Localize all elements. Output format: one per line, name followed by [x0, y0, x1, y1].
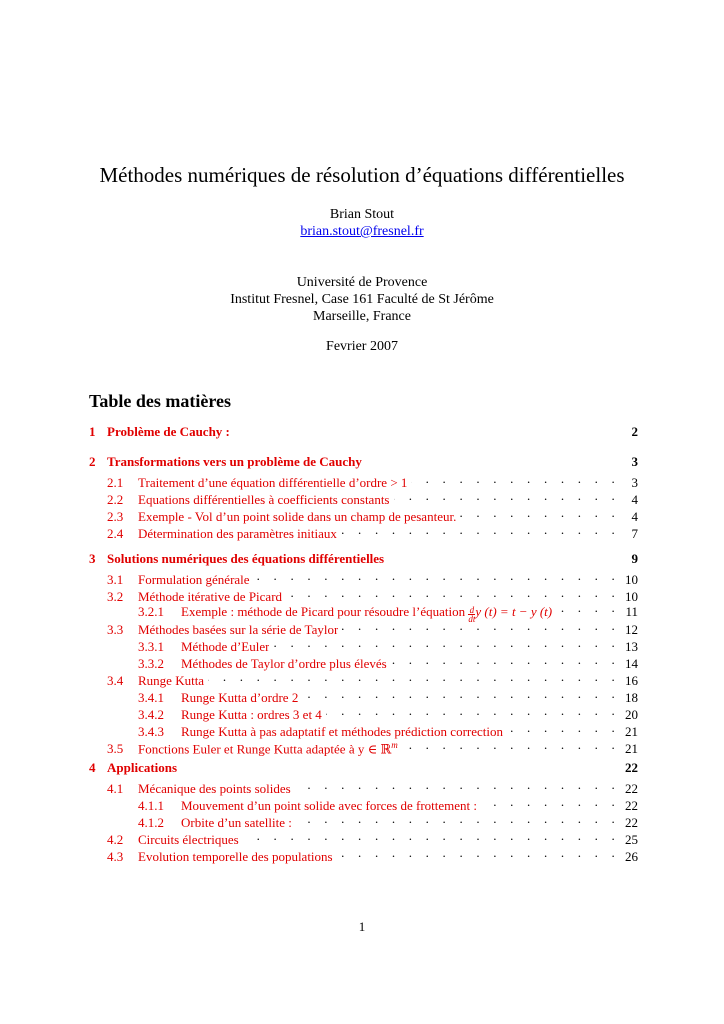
toc-entry-page: 13 — [625, 639, 638, 654]
toc-leader-dots — [481, 793, 620, 810]
toc-entry-3-4-2[interactable] — [89, 702, 638, 722]
toc-entry-number: 3.2 — [107, 589, 124, 604]
toc-entry-title[interactable]: Applications — [107, 760, 178, 775]
toc-entry-number: 3.2.1 — [138, 604, 164, 619]
toc-entry-3-3-2[interactable] — [89, 651, 638, 671]
toc-entry-page: 20 — [625, 707, 638, 722]
toc-entry-1[interactable] — [89, 423, 638, 440]
toc-leader-dots — [208, 668, 620, 685]
toc-entry-3-4-3[interactable] — [89, 719, 638, 739]
toc-entry-3-2-1[interactable] — [89, 599, 638, 623]
page-number: 1 — [358, 919, 366, 934]
toc-entry-page: 10 — [625, 572, 638, 587]
toc-entry-title[interactable]: Mécanique des points solides — [138, 781, 291, 796]
toc-entry-4-1[interactable] — [89, 776, 638, 796]
toc-entry-3-3[interactable] — [89, 617, 638, 637]
toc-leader-dots — [296, 810, 620, 827]
toc-leader-dots — [295, 776, 620, 793]
toc-entry-3-4[interactable] — [89, 668, 638, 688]
toc-entry-title[interactable]: Exemple - Vol d’un point solide dans un champ de pesanteur. — [138, 509, 457, 524]
toc-entry-title[interactable]: Orbite d’un satellite : — [181, 815, 292, 830]
toc-entry-number: 3.1 — [107, 572, 124, 587]
toc-entry-number: 4 — [89, 760, 96, 775]
toc-entry-page: 12 — [625, 622, 638, 637]
toc-entry-page: 7 — [631, 526, 638, 541]
toc-entry-number: 2.1 — [107, 475, 124, 490]
toc-entry-page: 18 — [625, 690, 638, 705]
toc-entry-3-4-1[interactable] — [89, 685, 638, 705]
toc-entry-number: 3.3.2 — [138, 656, 164, 671]
toc-entry-title[interactable]: Mouvement d’un point solide avec forces de frottement : — [181, 798, 478, 813]
toc-entry-title[interactable]: Runge Kutta : ordres 3 et 4 — [181, 707, 322, 722]
derivative-fraction: $\frac{d}{dt}$ — [468, 605, 476, 623]
toc-entry-page: 26 — [625, 849, 638, 864]
toc-heading: Table des matières — [89, 391, 231, 411]
toc-entry-number: 2 — [89, 454, 96, 469]
toc-leader-dots — [394, 487, 621, 504]
toc-entry-page: 21 — [625, 741, 638, 756]
toc-entry-title[interactable]: Runge Kutta — [138, 673, 205, 688]
toc-entry-number: 3.4.1 — [138, 690, 164, 705]
toc-entry-number: 2.3 — [107, 509, 124, 524]
toc-entry-page: 3 — [631, 475, 638, 490]
document-title: Méthodes numériques de résolution d’équations différentielles — [99, 163, 625, 187]
toc-entry-title[interactable]: Méthode itérative de Picard — [138, 589, 283, 604]
toc-entry-number: 4.1.1 — [138, 798, 164, 813]
toc-entry-3-3-1[interactable] — [89, 634, 638, 654]
toc-entry-title[interactable]: Transformations vers un problème de Cauchy — [107, 454, 362, 469]
toc-entry-title[interactable]: Problème de Cauchy : — [107, 424, 230, 439]
toc-entry-title[interactable]: Fonctions Euler et Runge Kutta adaptée à y ∈ ℝ$^m$ — [138, 739, 398, 756]
toc-entry-title[interactable]: Méthodes basées sur la série de Taylor — [138, 622, 339, 637]
toc-leader-dots — [507, 719, 620, 736]
toc-leader-dots — [326, 702, 620, 719]
toc-entry-number: 1 — [89, 424, 96, 439]
toc-entry-number: 3.4 — [107, 673, 124, 688]
toc-leader-dots — [411, 470, 620, 487]
toc-entry-page: 22 — [625, 798, 638, 813]
toc-entry-number: 4.2 — [107, 832, 124, 847]
toc-entry-number: 3 — [89, 551, 96, 566]
affiliation-line-2: Institut Fresnel, Case 161 Faculté de St Jérôme — [230, 292, 494, 307]
toc-entry-2-3[interactable] — [89, 504, 638, 524]
toc-entry-title[interactable]: Méthodes de Taylor d’ordre plus élevés — [181, 656, 387, 671]
author-name: Brian Stout — [329, 207, 395, 222]
toc-entry-title[interactable]: Circuits électriques — [138, 832, 239, 847]
toc-leader-dots — [273, 634, 620, 651]
toc-entry-page: 2 — [631, 424, 638, 439]
toc-leader-dots — [337, 844, 620, 861]
toc-leader-dots — [243, 827, 620, 844]
toc-entry-page: 22 — [625, 815, 638, 830]
toc-entry-4-1-2[interactable] — [89, 810, 638, 830]
toc-entry-page: 14 — [625, 656, 638, 671]
toc-leader-dots — [460, 504, 620, 521]
toc-entry-page: 10 — [625, 589, 638, 604]
toc-leader-dots — [341, 521, 620, 538]
toc-entry-title[interactable]: Formulation générale — [138, 572, 250, 587]
toc-leader-dots — [342, 617, 620, 634]
toc-entry-4-1-1[interactable] — [89, 793, 638, 813]
toc-entry-page: 11 — [625, 604, 638, 619]
affiliation-line-1: Université de Provence — [296, 275, 428, 290]
toc-entry-number: 2.2 — [107, 492, 124, 507]
toc-leader-dots — [254, 567, 620, 584]
toc-leader-dots — [391, 651, 620, 668]
author-email-line — [0, 223, 724, 240]
toc-entry-number: 3.4.3 — [138, 724, 164, 739]
toc-entry-4-2[interactable] — [89, 827, 638, 847]
toc-entry-2-2[interactable] — [89, 487, 638, 507]
toc-leader-dots — [556, 599, 620, 616]
toc-entry-2-1[interactable] — [89, 470, 638, 490]
toc-entry-page: 22 — [625, 760, 638, 775]
toc-entry-page: 3 — [631, 454, 638, 469]
toc-entry-4-3[interactable] — [89, 844, 638, 864]
document-date: Fevrier 2007 — [326, 339, 398, 354]
toc-entry-title[interactable]: Traitement d’une équation différentielle d’ordre > 1 — [138, 475, 408, 490]
toc-entry-page: 22 — [625, 781, 638, 796]
author-email-link[interactable]: brian.stout@fresnel.fr — [300, 224, 424, 239]
toc-entry-3-5[interactable] — [89, 736, 638, 756]
toc-entry-number: 4.1 — [107, 781, 124, 796]
toc-entry-4[interactable] — [89, 759, 638, 776]
toc-entry-3[interactable] — [89, 550, 638, 567]
toc-entry-page: 21 — [625, 724, 638, 739]
toc-entry-number: 3.3.1 — [138, 639, 164, 654]
toc-entry-page: 4 — [631, 492, 638, 507]
toc-entry-2-4[interactable] — [89, 521, 638, 541]
toc-entry-title[interactable]: Détermination des paramètres initiaux — [138, 526, 337, 541]
toc-entry-number: 4.1.2 — [138, 815, 164, 830]
toc-entry-number: 3.5 — [107, 741, 124, 756]
toc-entry-number: 2.4 — [107, 526, 124, 541]
affiliation-line-3: Marseille, France — [313, 309, 411, 324]
toc-entry-3-1[interactable] — [89, 567, 638, 587]
toc-leader-dots — [302, 685, 620, 702]
toc-entry-number: 3.4.2 — [138, 707, 164, 722]
toc-entry-title[interactable]: Evolution temporelle des populations — [138, 849, 333, 864]
toc-entry-title[interactable]: Equations différentielles à coefficients constants — [138, 492, 390, 507]
toc-entry-title[interactable]: Solutions numériques des équations différentielles — [107, 551, 385, 566]
toc-entry-title[interactable]: Méthode d’Euler — [181, 639, 270, 654]
toc-leader-dots — [402, 736, 620, 753]
toc-entry-page: 4 — [631, 509, 638, 524]
toc-entry-number: 4.3 — [107, 849, 124, 864]
toc-entry-page: 9 — [631, 551, 638, 566]
toc-entry-title[interactable]: Runge Kutta d’ordre 2 — [181, 690, 299, 705]
toc-entry-page: 25 — [625, 832, 638, 847]
toc-entry-title[interactable]: Exemple : méthode de Picard pour résoudre l’équation $\frac{d}{dt}$ y (t) = t − y (t) — [181, 604, 553, 623]
toc-entry-title[interactable]: Runge Kutta à pas adaptatif et méthodes prédiction correction — [181, 724, 503, 739]
toc-entry-number: 3.3 — [107, 622, 124, 637]
toc-entry-page: 16 — [625, 673, 638, 688]
toc-entry-2[interactable] — [89, 453, 638, 470]
